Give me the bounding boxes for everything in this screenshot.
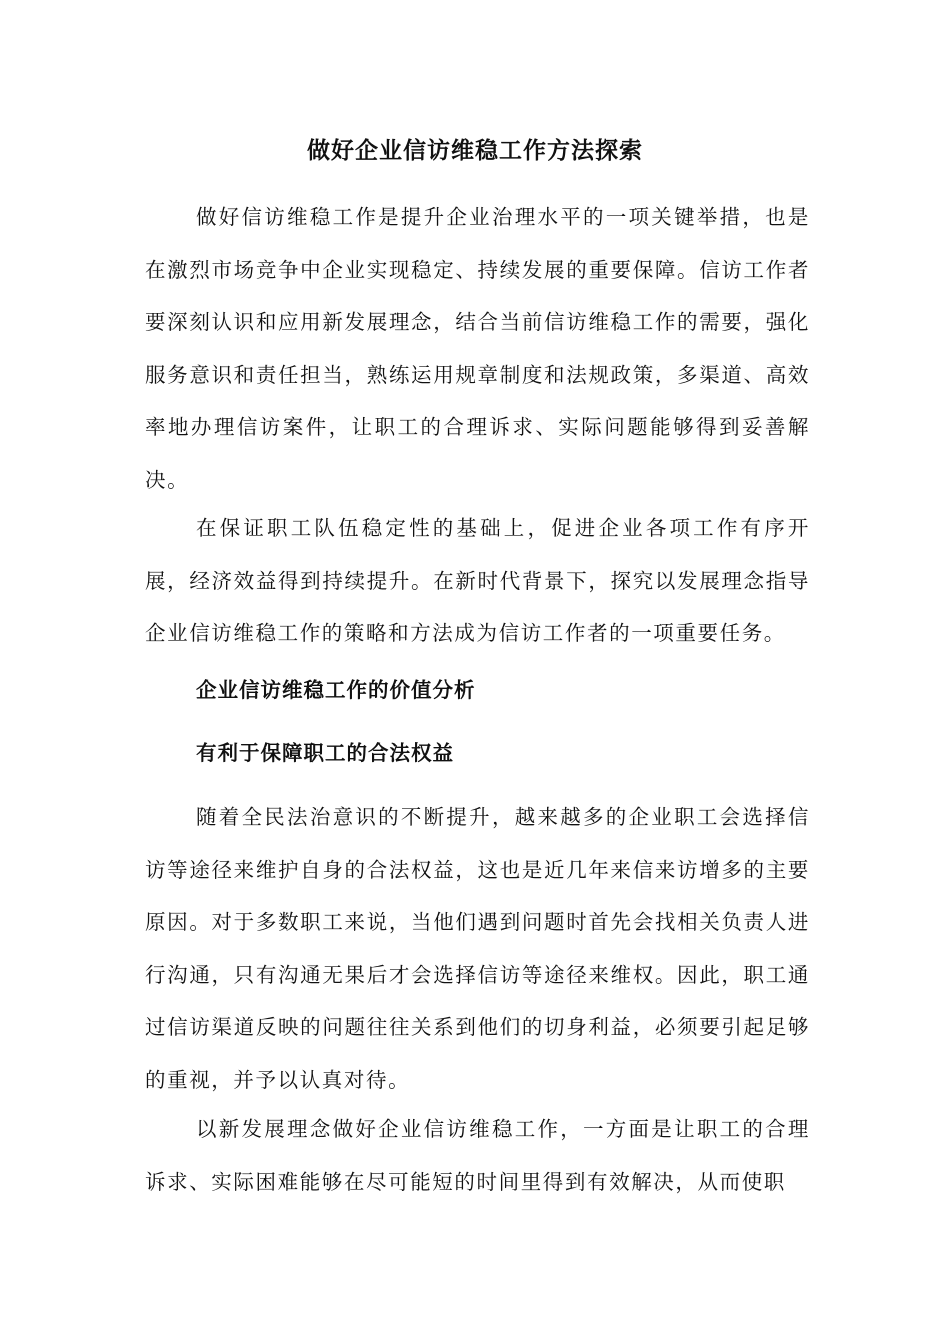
subsection-heading: 有利于保障职工的合法权益 [196,741,454,765]
body-paragraph: 随着全民法治意识的不断提升，越来越多的企业职工会选择信访等途径来维护自身的合法权益，这也是近几年来信来访增多的主要原因。对于多数职工来说，当他们遇到问题时首先会找相关负责人进行沟通，只有沟通无果后才会选择信访等途径来维权。因此，职工通过信访渠道反映的问题往往关系到他们的切身利益，必须要引起足够的重视，并予以认真对待。 [145,805,810,1092]
body-paragraph: 在保证职工队伍稳定性的基础上，促进企业各项工作有序开展，经济效益得到持续提升。在新时代背景下，探究以发展理念指导企业信访维稳工作的策略和方法成为信访工作者的一项重要任务。 [145,516,810,645]
document-title: 做好企业信访维稳工作方法探索 [307,137,643,164]
section-heading: 企业信访维稳工作的价值分析 [196,678,476,702]
body-paragraph: 以新发展理念做好企业信访维稳工作，一方面是让职工的合理诉求、实际困难能够在尽可能短的时间里得到有效解决，从而使职 [145,1117,810,1194]
body-paragraph: 做好信访维稳工作是提升企业治理水平的一项关键举措，也是在激烈市场竞争中企业实现稳定、持续发展的重要保障。信访工作者要深刻认识和应用新发展理念，结合当前信访维稳工作的需要，强化服务意识和责任担当，熟练运用规章制度和法规政策，多渠道、高效率地办理信访案件，让职工的合理诉求、实际问题能够得到妥善解决。 [145,205,810,492]
